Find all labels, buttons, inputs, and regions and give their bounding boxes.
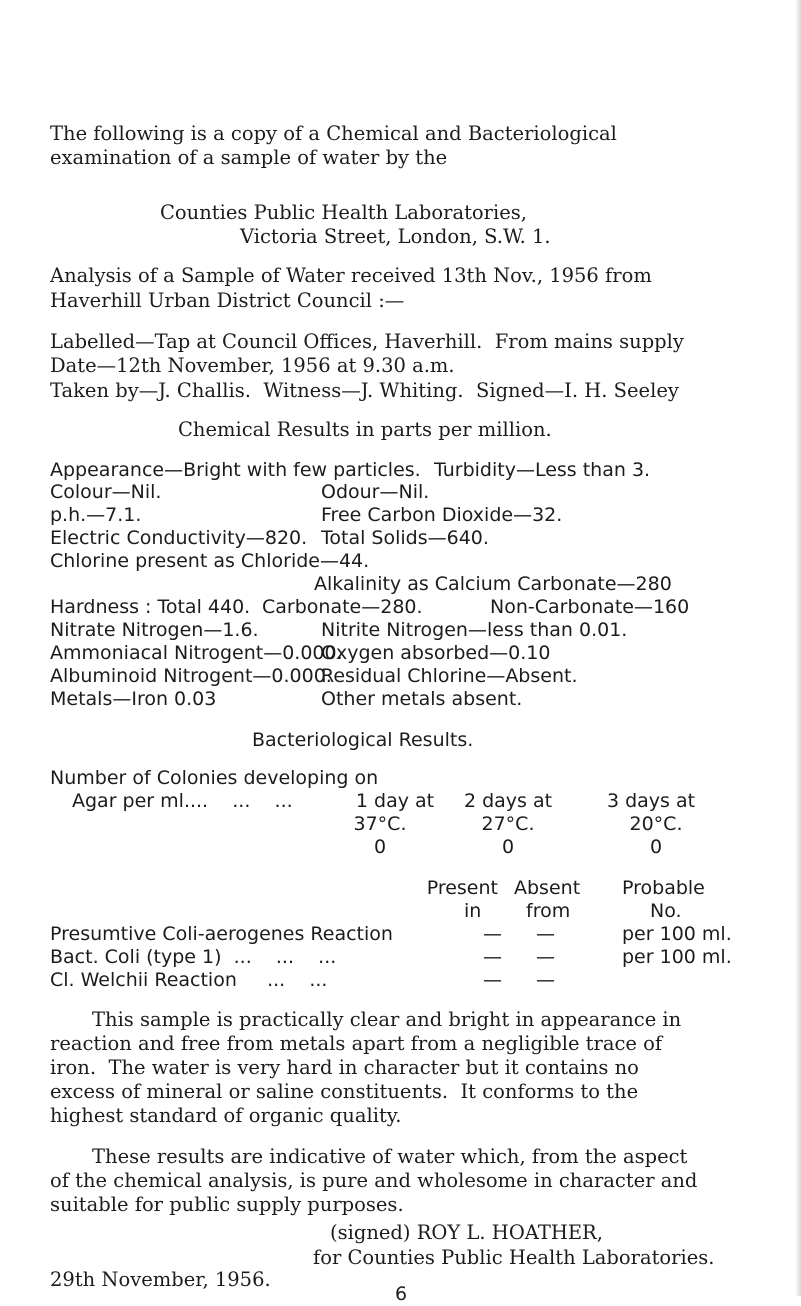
table-cell-absent: — bbox=[536, 946, 555, 968]
table-cell-present: — bbox=[483, 946, 502, 968]
chlorine: Chlorine present as Chloride—44. bbox=[50, 550, 370, 572]
total-solids: Total Solids—640. bbox=[321, 527, 489, 549]
carbonate: Carbonate—280. bbox=[262, 596, 423, 618]
conclusion-line: reaction and free from metals apart from a negligible trace of bbox=[50, 1032, 663, 1055]
table-cell-probable: per 100 ml. bbox=[622, 923, 732, 945]
analysis-line: Analysis of a Sample of Water received 13th Nov., 1956 from bbox=[50, 264, 652, 287]
table-cell-present: — bbox=[483, 969, 502, 991]
intro-line: The following is a copy of a Chemical and Bacteriological bbox=[50, 122, 617, 145]
page-number: 6 bbox=[395, 1283, 408, 1305]
header-probable-no: No. bbox=[650, 900, 682, 922]
conclusion-line: suitable for public supply purposes. bbox=[50, 1193, 404, 1216]
colonies-line: Agar per ml.... ... ... bbox=[72, 790, 293, 812]
table-cell-absent: — bbox=[536, 923, 555, 945]
appearance: Appearance—Bright with few particles. bbox=[50, 459, 421, 481]
oxygen-absorbed: Oxygen absorbed—0.10 bbox=[321, 642, 551, 664]
header-absent-from: from bbox=[526, 900, 571, 922]
signature-for: for Counties Public Health Laboratories. bbox=[313, 1246, 715, 1269]
table-cell-absent: — bbox=[536, 969, 555, 991]
nitrate: Nitrate Nitrogen—1.6. bbox=[50, 619, 259, 641]
conclusion-line: highest standard of organic quality. bbox=[50, 1104, 402, 1127]
col-1day-head: 1 day at bbox=[355, 790, 435, 812]
odour: Odour—Nil. bbox=[321, 481, 430, 503]
colour: Colour—Nil. bbox=[50, 481, 162, 503]
conclusion-line: excess of mineral or saline constituents. It conforms to the bbox=[50, 1080, 639, 1103]
col-3day-value: 0 bbox=[649, 836, 663, 858]
chemical-heading: Chemical Results in parts per million. bbox=[178, 418, 552, 441]
analysis-line: Haverhill Urban District Council :— bbox=[50, 289, 405, 312]
nitrite: Nitrite Nitrogen—less than 0.01. bbox=[321, 619, 628, 641]
signature-line: (signed) ROY L. HOATHER, bbox=[330, 1221, 603, 1244]
conclusion-line: iron. The water is very hard in character but it contains no bbox=[50, 1056, 639, 1079]
non-carbonate: Non-Carbonate—160 bbox=[490, 596, 690, 618]
col-1day-temp: 37°C. bbox=[353, 813, 407, 835]
metals: Metals—Iron 0.03 bbox=[50, 688, 217, 710]
ammoniacal: Ammoniacal Nitrogent—0.000. bbox=[50, 642, 343, 664]
page-edge-shadow bbox=[795, 0, 801, 1296]
lab-name: Counties Public Health Laboratories, bbox=[160, 201, 527, 224]
conclusion-line: of the chemical analysis, is pure and wholesome in character and bbox=[50, 1169, 698, 1192]
col-2day-temp: 27°C. bbox=[481, 813, 535, 835]
intro-line: examination of a sample of water by the bbox=[50, 146, 448, 169]
header-probable: Probable bbox=[622, 877, 705, 899]
col-3day-temp: 20°C. bbox=[629, 813, 683, 835]
col-3day-head: 3 days at bbox=[606, 790, 696, 812]
conclusion-line: These results are indicative of water which, from the aspect bbox=[92, 1145, 688, 1168]
colonies-line: Number of Colonies developing on bbox=[50, 767, 379, 789]
table-row-label: Presumtive Coli-aerogenes Reaction bbox=[50, 923, 393, 945]
table-row-label: Bact. Coli (type 1) ... ... ... bbox=[50, 946, 337, 968]
other-metals: Other metals absent. bbox=[321, 688, 523, 710]
header-present-in: in bbox=[464, 900, 482, 922]
taken-by-line: Taken by—J. Challis. Witness—J. Whiting. Signed—I. H. Seeley bbox=[50, 379, 679, 402]
table-cell-present: — bbox=[483, 923, 502, 945]
signature-date: 29th November, 1956. bbox=[50, 1268, 271, 1291]
header-present: Present bbox=[426, 877, 498, 899]
ph: p.h.—7.1. bbox=[50, 504, 142, 526]
header-absent: Absent bbox=[514, 877, 581, 899]
conductivity: Electric Conductivity—820. bbox=[50, 527, 308, 549]
alkalinity: Alkalinity as Calcium Carbonate—280 bbox=[314, 573, 672, 595]
col-1day-value: 0 bbox=[373, 836, 387, 858]
date-line: Date—12th November, 1956 at 9.30 a.m. bbox=[50, 354, 455, 377]
col-2day-value: 0 bbox=[501, 836, 515, 858]
table-cell-probable: per 100 ml. bbox=[622, 946, 732, 968]
residual-chlorine: Residual Chlorine—Absent. bbox=[321, 665, 578, 687]
conclusion-line: This sample is practically clear and bright in appearance in bbox=[92, 1008, 682, 1031]
col-2day-head: 2 days at bbox=[463, 790, 553, 812]
lab-address: Victoria Street, London, S.W. 1. bbox=[240, 225, 551, 248]
bacteriological-heading: Bacteriological Results. bbox=[252, 729, 474, 751]
hardness: Hardness : Total 440. bbox=[50, 596, 251, 618]
turbidity: Turbidity—Less than 3. bbox=[434, 459, 651, 481]
labelled-line: Labelled—Tap at Council Offices, Haverhill. From mains supply bbox=[50, 330, 684, 353]
table-row-label: Cl. Welchii Reaction ... ... bbox=[50, 969, 328, 991]
albuminoid: Albuminoid Nitrogent—0.000. bbox=[50, 665, 332, 687]
free-co2: Free Carbon Dioxide—32. bbox=[321, 504, 563, 526]
